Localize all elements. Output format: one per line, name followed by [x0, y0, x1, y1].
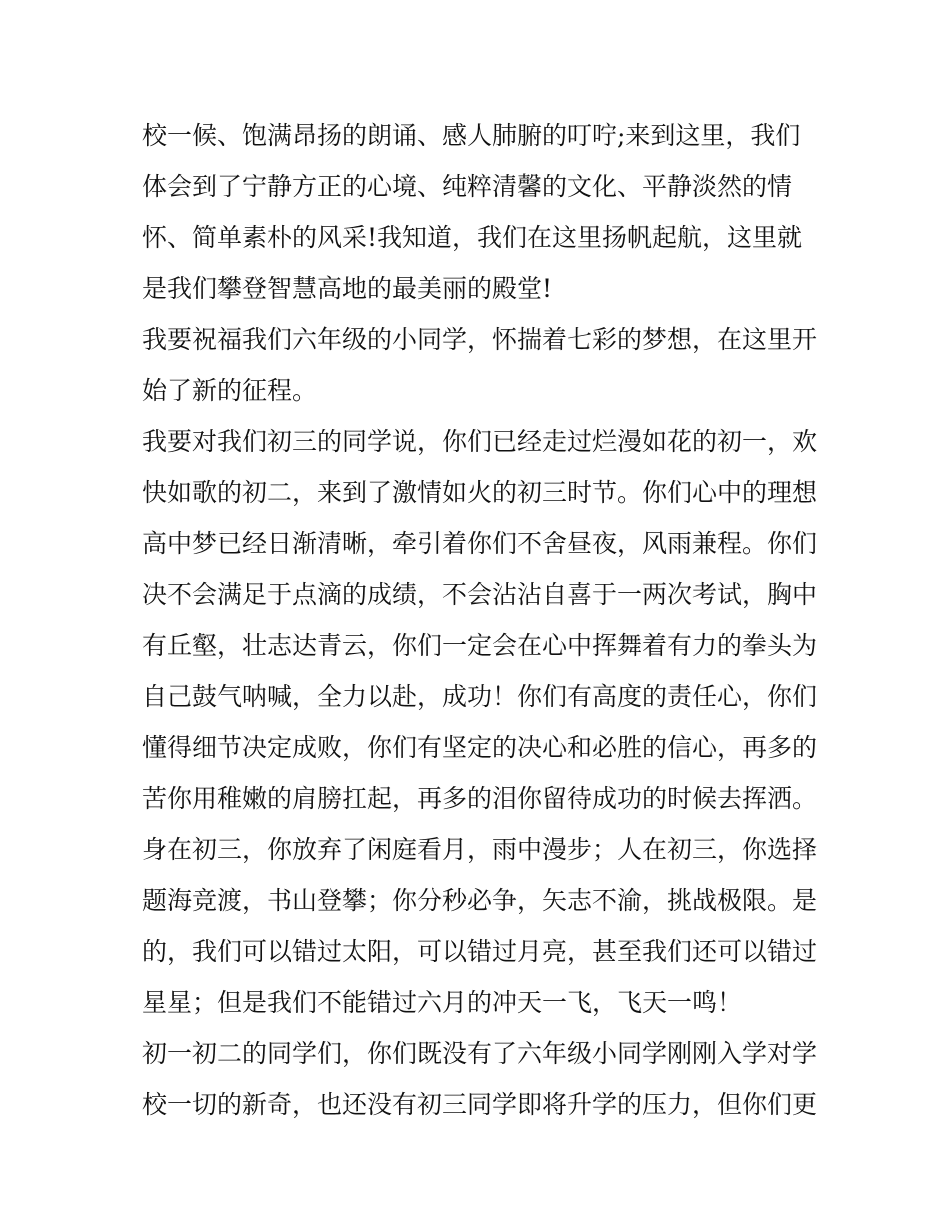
text-line: 怀、简单素朴的风采!我知道，我们在这里扬帆起航，这里就	[142, 223, 803, 252]
document-body	[142, 110, 822, 1130]
text-line: 校一候、饱满昂扬的朗诵、感人肺腑的叮咛;来到这里，我们	[142, 121, 801, 150]
text-line: 我要对我们初三的同学说，你们已经走过烂漫如花的初一，欢	[142, 427, 818, 456]
text-line: 初一初二的同学们，你们既没有了六年级小同学刚刚入学对学	[142, 1039, 818, 1068]
text-line: 星星；但是我们不能错过六月的冲天一飞，飞天一鸣！	[142, 988, 743, 1017]
text-line: 懂得细节决定成败，你们有坚定的决心和必胜的信心，再多的	[142, 733, 818, 762]
text-line: 身在初三，你放弃了闲庭看月，雨中漫步；人在初三，你选择	[142, 835, 818, 864]
text-line: 高中梦已经日渐清晰，牵引着你们不舍昼夜，风雨兼程。你们	[142, 529, 818, 558]
text-line: 有丘壑，壮志达青云，你们一定会在心中挥舞着有力的拳头为	[142, 631, 818, 660]
text-line: 是我们攀登智慧高地的最美丽的殿堂!	[142, 274, 553, 303]
text-line: 快如歌的初二，来到了激情如火的初三时节。你们心中的理想	[142, 478, 818, 507]
text-line: 校一切的新奇，也还没有初三同学即将升学的压力，但你们更	[142, 1090, 818, 1119]
text-line: 我要祝福我们六年级的小同学，怀揣着七彩的梦想，在这里开	[142, 325, 818, 354]
text-line: 自己鼓气呐喊，全力以赴，成功！你们有高度的责任心，你们	[142, 682, 818, 711]
text-line: 决不会满足于点滴的成绩，不会沾沾自喜于一两次考试，胸中	[142, 580, 818, 609]
text-line: 苦你用稚嫩的肩膀扛起，再多的泪你留待成功的时候去挥洒。	[142, 784, 818, 813]
text-line: 的，我们可以错过太阳，可以错过月亮，甚至我们还可以错过	[142, 937, 818, 966]
text-line: 题海竞渡，书山登攀；你分秒必争，矢志不渝，挑战极限。是	[142, 886, 818, 915]
text-line: 体会到了宁静方正的心境、纯粹清馨的文化、平静淡然的情	[142, 172, 793, 201]
text-line: 始了新的征程。	[142, 376, 318, 405]
